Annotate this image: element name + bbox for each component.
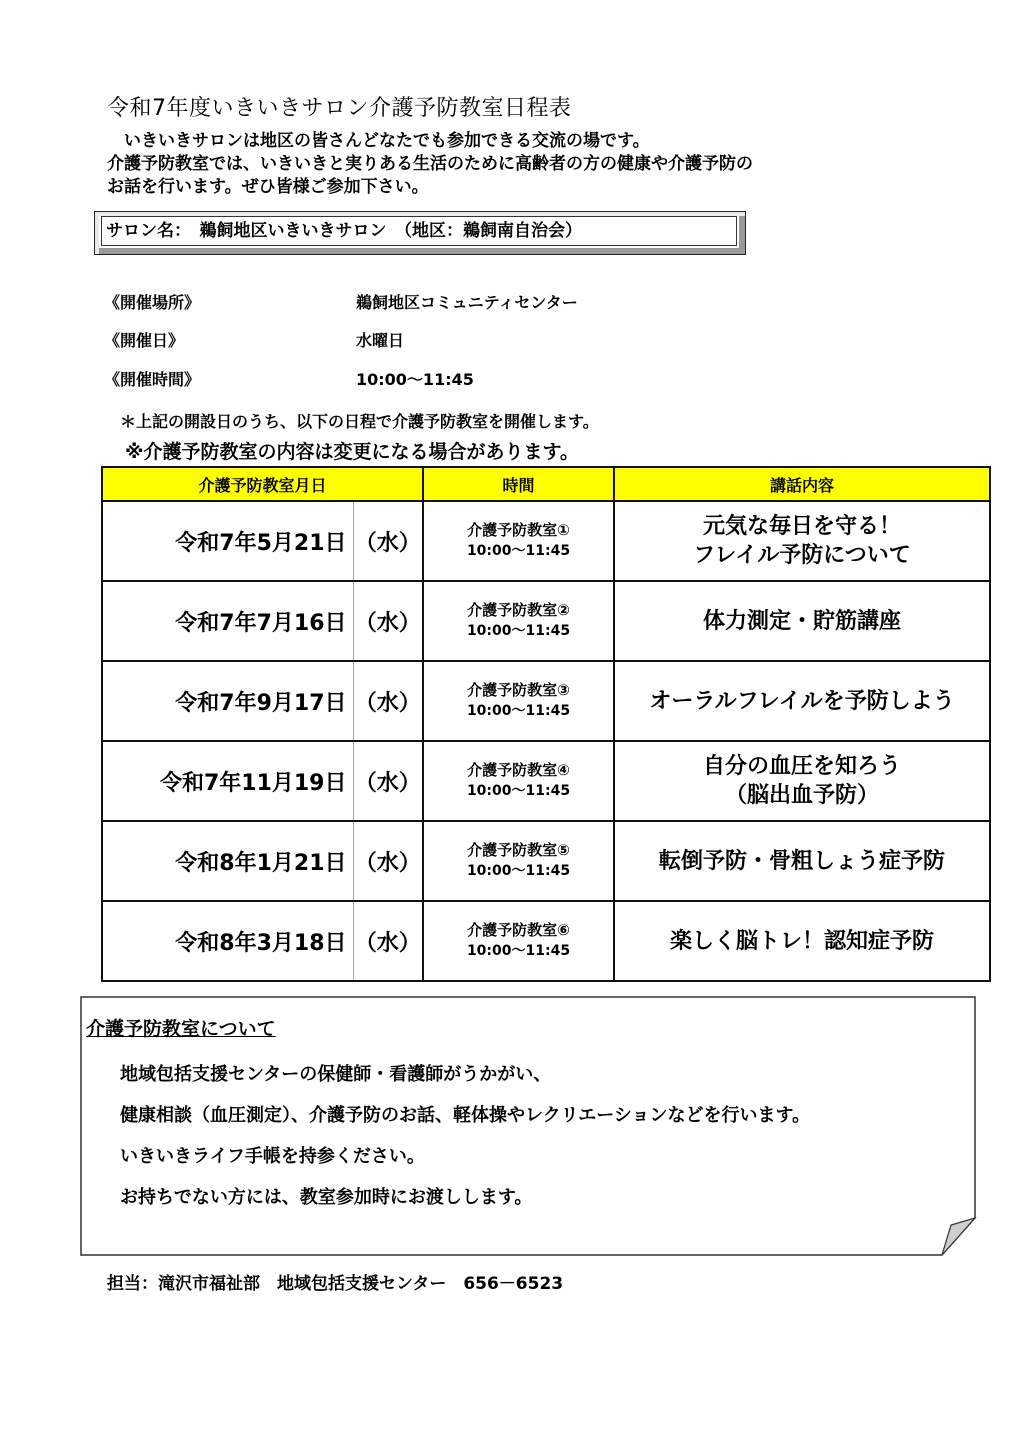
row-topic: [614, 501, 990, 581]
table-row: [102, 501, 990, 581]
row-weekday: （水）: [353, 741, 423, 821]
intro-line-1: いきいきサロンは地区の皆さんどなたでも参加できる交流の場です。: [107, 131, 650, 151]
topic-line-1: 体力測定・貯筋講座: [703, 608, 902, 634]
topic-line-1: 元気な毎日を守る！: [703, 514, 902, 539]
row-date: 令和7年7月16日: [102, 581, 353, 661]
topic-line-1: 楽しく脳トレ！認知症予防: [670, 928, 935, 954]
row-weekday: （水）: [353, 581, 423, 661]
topic-line-2: フレイル予防について: [693, 543, 911, 568]
session-name: 介護予防教室②: [467, 601, 570, 619]
row-topic: [614, 741, 990, 821]
header-date: 介護予防教室月日: [102, 467, 423, 501]
row-time: [423, 741, 614, 821]
table-row: [102, 901, 990, 981]
session-name: 介護予防教室⑤: [467, 841, 570, 859]
row-weekday: （水）: [353, 901, 423, 981]
table-row: [102, 821, 990, 901]
row-topic: [614, 581, 990, 661]
session-time: 10:00～11:45: [466, 623, 571, 639]
about-heading: 介護予防教室について: [86, 1018, 276, 1040]
about-line-1: 地域包括支援センターの保健師・看護師がうかがい、: [120, 1064, 552, 1085]
row-date: 令和8年1月21日: [102, 821, 353, 901]
day-label: 《開催日》: [104, 331, 185, 350]
topic-line-2: （脳出血予防）: [725, 783, 880, 808]
topic-line-1: 自分の血圧を知ろう: [703, 754, 902, 779]
time-label: 《開催時間》: [104, 370, 201, 389]
row-weekday: （水）: [353, 661, 423, 741]
session-name: 介護予防教室⑥: [467, 921, 570, 939]
about-line-3: いきいきライフ手帳を持参ください。: [120, 1146, 425, 1167]
row-weekday: （水）: [353, 821, 423, 901]
row-time: [423, 661, 614, 741]
row-topic: [614, 661, 990, 741]
session-name: 介護予防教室④: [467, 761, 570, 779]
topic-line-1: 転倒予防・骨粗しょう症予防: [659, 848, 946, 874]
table-row: [102, 661, 990, 741]
contact-info: 担当：滝沢市福祉部 地域包括支援センター 656－6523: [107, 1274, 564, 1294]
session-name: 介護予防教室①: [467, 521, 570, 539]
day-value: 水曜日: [356, 331, 405, 350]
table-row: [102, 581, 990, 661]
table-row: [102, 741, 990, 821]
header-topic: 講話内容: [614, 467, 990, 501]
row-date: 令和8年3月18日: [102, 901, 353, 981]
salon-name: サロン名： 鵜飼地区いきいきサロン （地区：鵜飼南自治会）: [101, 216, 737, 246]
session-time: 10:00～11:45: [466, 943, 571, 959]
session-name: 介護予防教室③: [467, 681, 570, 699]
schedule-table: [101, 466, 991, 982]
table-header-row: [102, 467, 990, 501]
row-time: [423, 501, 614, 581]
row-date: 令和7年11月19日: [102, 741, 353, 821]
row-time: [423, 581, 614, 661]
venue-value: 鵜飼地区コミュニティセンター: [356, 293, 578, 312]
row-date: 令和7年9月17日: [102, 661, 353, 741]
topic-line-1: オーラルフレイルを予防しよう: [649, 688, 955, 714]
salon-name-box: [94, 211, 746, 255]
header-time: 時間: [423, 467, 614, 501]
about-line-4: お持ちでない方には、教室参加時にお渡しします。: [120, 1187, 533, 1208]
about-line-2: 健康相談（血圧測定）、介護予防のお話、軽体操やレクリエーションなどを行います。: [120, 1105, 811, 1126]
row-time: [423, 821, 614, 901]
row-topic: [614, 901, 990, 981]
session-time: 10:00～11:45: [466, 863, 571, 879]
session-time: 10:00～11:45: [466, 703, 571, 719]
row-time: [423, 901, 614, 981]
session-time: 10:00～11:45: [466, 543, 571, 559]
row-weekday: （水）: [353, 501, 423, 581]
change-note: ※介護予防教室の内容は変更になる場合があります。: [125, 441, 579, 463]
intro-line-3: お話を行います。ぜひ皆様ご参加下さい。: [107, 177, 429, 197]
time-value: 10:00～11:45: [356, 370, 474, 389]
session-time: 10:00～11:45: [466, 783, 571, 799]
schedule-note: ＊上記の開設日のうち、以下の日程で介護予防教室を開催します。: [120, 412, 599, 431]
intro-line-2: 介護予防教室では、いきいきと実りある生活のために高齢者の方の健康や介護予防の: [107, 154, 753, 174]
row-topic: [614, 821, 990, 901]
page-title: 令和7年度いきいきサロン介護予防教室日程表: [107, 96, 572, 121]
row-date: 令和7年5月21日: [102, 501, 353, 581]
venue-label: 《開催場所》: [104, 293, 201, 312]
